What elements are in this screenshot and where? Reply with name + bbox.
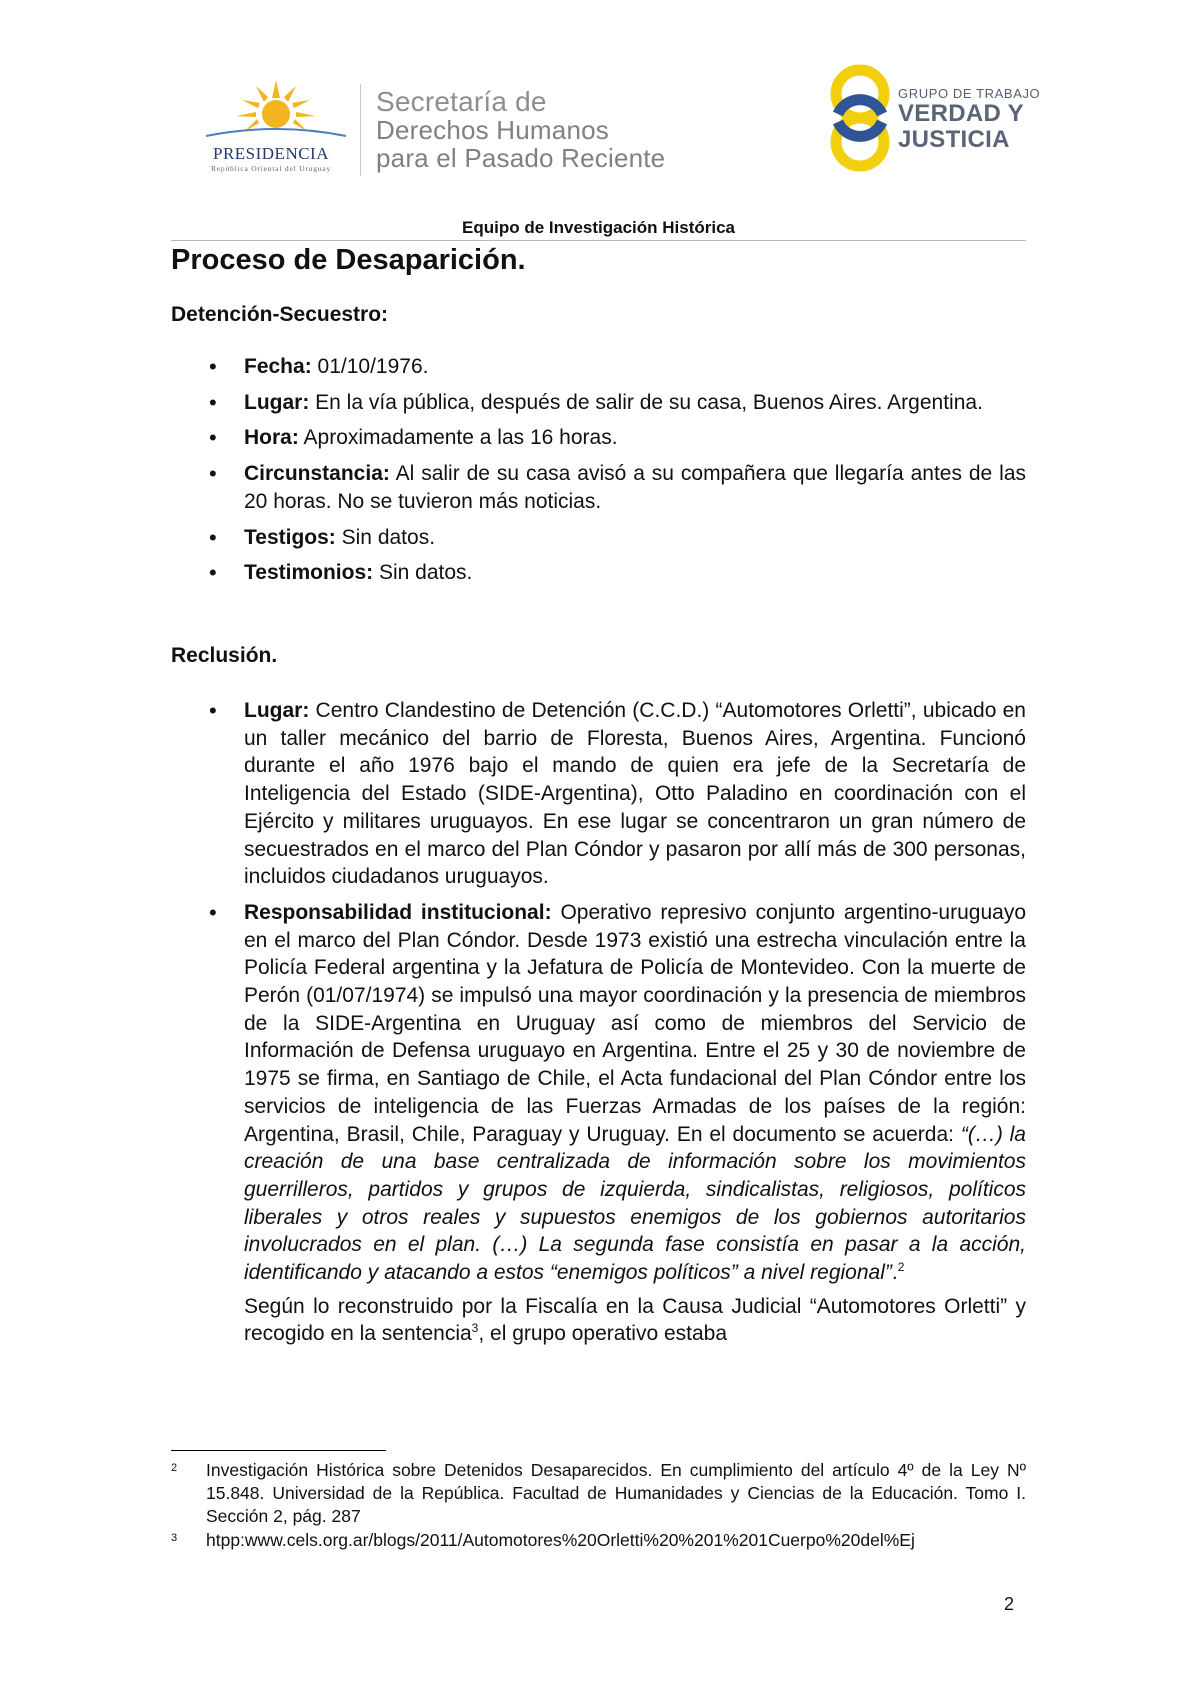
footnote (171, 1529, 1026, 1552)
item-label: Responsabilidad institucional: (244, 900, 552, 924)
presidencia-label: PRESIDENCIA (212, 144, 329, 163)
list-item (209, 353, 1026, 381)
footnote-text: Investigación Histórica sobre Detenidos Desaparecidos. En cumplimiento del artículo 4º de la Ley Nº 15.848. Universidad de la República. Facultad de Humanidades y Ciencias de la Educación. Tomo I. Sección 2, pág. 287 (206, 1460, 1026, 1526)
footnote-ref[interactable]: 2 (897, 1260, 905, 1275)
list-item (209, 899, 1026, 1287)
item-label: Circunstancia: (244, 462, 390, 486)
bullet-icon: • (209, 524, 217, 550)
item-text (244, 697, 1026, 891)
item-value: Aproximadamente a las 16 horas. (298, 426, 618, 450)
list-item (209, 524, 1026, 552)
item-value: En la vía pública, después de salir de su casa, Buenos Aires. Argentina. (309, 390, 983, 414)
bullet-icon: • (209, 425, 217, 451)
detencion-list (209, 353, 1026, 587)
footnote-link[interactable]: htpp:www.cels.org.ar/blogs/2011/Automotores%20Orletti%20%201%201Cuerpo%20del%Ej (206, 1530, 915, 1550)
item-value: 01/10/1976. (311, 355, 429, 378)
footnote (171, 1459, 1026, 1528)
item-text (244, 424, 1026, 452)
item-label: Testimonios: (244, 561, 374, 585)
vj-title-line-2: JUSTICIA (898, 126, 1010, 153)
item-text (244, 524, 1026, 552)
item-quote: “(…) la creación de una base centralizada de información sobre los movimientos guerrilleros, partidos y grupos de izquierda, sindicalistas, religiosos, políticos liberales y otros reales y supuestos enemigos de los gobiernos autoritarios involucrados en el plan. (…) La segunda fase consistía en pasar a la acción, identificando y atacando a estos “enemigos políticos” a nivel regional” (244, 1122, 1026, 1285)
segun-text-a: Según lo reconstruido por la Fiscalía en la Causa Judicial “Automotores Orletti” y recogido en la sentencia (244, 1294, 1026, 1346)
list-item (209, 424, 1026, 452)
reclusion-heading: Reclusión. (171, 644, 278, 667)
bullet-icon: • (209, 389, 217, 415)
item-end: . (891, 1261, 898, 1285)
footnote-rule (171, 1450, 386, 1451)
item-label: Testigos: (244, 525, 336, 549)
item-label: Lugar: (244, 699, 310, 722)
verdad-justicia-text (898, 86, 1040, 153)
item-text (244, 389, 1026, 417)
vj-title-line-1: VERDAD Y (898, 100, 1024, 127)
segun-text-b: , el grupo operativo estaba (478, 1322, 728, 1346)
item-text (244, 899, 1026, 1287)
reclusion-list (209, 697, 1026, 1348)
header-rule (171, 240, 1026, 241)
team-heading: Equipo de Investigación Histórica (462, 218, 735, 237)
list-item (209, 389, 1026, 417)
secretaria-logo-text (376, 88, 665, 172)
bullet-icon: • (209, 698, 217, 723)
list-item (209, 559, 1026, 587)
secretaria-line-3: para el Pasado Reciente (376, 143, 666, 173)
item-text (244, 353, 1026, 381)
item-value: Centro Clandestino de Detención (C.C.D.) “Automotores Orletti”, ubicado en un taller mecánico del barrio de Floresta, Buenos Aires, Argentina. Funcionó durante el año 1976 bajo el mando de quien era jefe de la Secretaría de Inteligencia del Estado (SIDE-Argentina), Otto Paladino en coordinación con el Ejército y militares uruguayos. En ese lugar se concentraron un gran número de secuestrados en el marco del Plan Cóndor y pasaron por allí más de 300 personas, incluidos ciudadanos uruguayos. (244, 699, 1026, 889)
list-item (209, 697, 1026, 891)
item-label: Fecha: (244, 355, 312, 378)
header-divider (360, 84, 361, 176)
item-label: Lugar: (244, 390, 310, 414)
presidencia-subtitle: República Oriental del Uruguay (210, 164, 331, 173)
list-item (209, 460, 1026, 515)
item-value: Al salir de su casa avisó a su compañera que llegaría antes de las 20 horas. No se tuvieron más noticias. (244, 462, 1026, 513)
secretaria-line-1: Secretaría de (376, 86, 547, 117)
footnote-number: 2 (171, 1462, 178, 1474)
bullet-icon: • (209, 354, 217, 379)
bullet-icon: • (209, 461, 217, 487)
item-value: Sin datos. (373, 561, 473, 585)
bullet-icon: • (209, 560, 217, 586)
page-number: 2 (1004, 1594, 1015, 1614)
footnote-ref[interactable]: 3 (471, 1321, 479, 1336)
bullet-icon: • (209, 899, 217, 925)
item-text (244, 460, 1026, 515)
page-title: Proceso de Desaparición. (171, 244, 526, 276)
item-label: Hora: (244, 426, 299, 450)
item-value: Operativo represivo conjunto argentino-uruguayo en el marco del Plan Cóndor. Desde 1973 existió una estrecha vinculación entre la Policía Federal argentina y la Jefatura de Policía de Montevideo. Con la muerte de Perón (01/07/1974) se impulsó una mayor coordinación y la presencia de miembros de la SIDE-Argentina en Uruguay así como de miembros del Servicio de Información de Defensa uruguayo en Argentina. Entre el 25 y 30 de noviembre de 1975 se firma, en Santiago de Chile, el Acta fundacional del Plan Cóndor entre los servicios de inteligencia de las Fuerzas Armadas de los países de la región: Argentina, Brasil, Chile, Paraguay y Uruguay. En el documento se acuerda: (244, 900, 1027, 1146)
detencion-heading: Detención-Secuestro: (171, 303, 389, 326)
segun-paragraph (244, 1293, 1026, 1348)
item-text (244, 559, 1026, 587)
vj-small-label: GRUPO DE TRABAJO (898, 86, 1041, 101)
item-value: Sin datos. (335, 525, 436, 549)
footnote-number: 3 (171, 1532, 178, 1544)
secretaria-line-2: Derechos Humanos (376, 115, 609, 145)
